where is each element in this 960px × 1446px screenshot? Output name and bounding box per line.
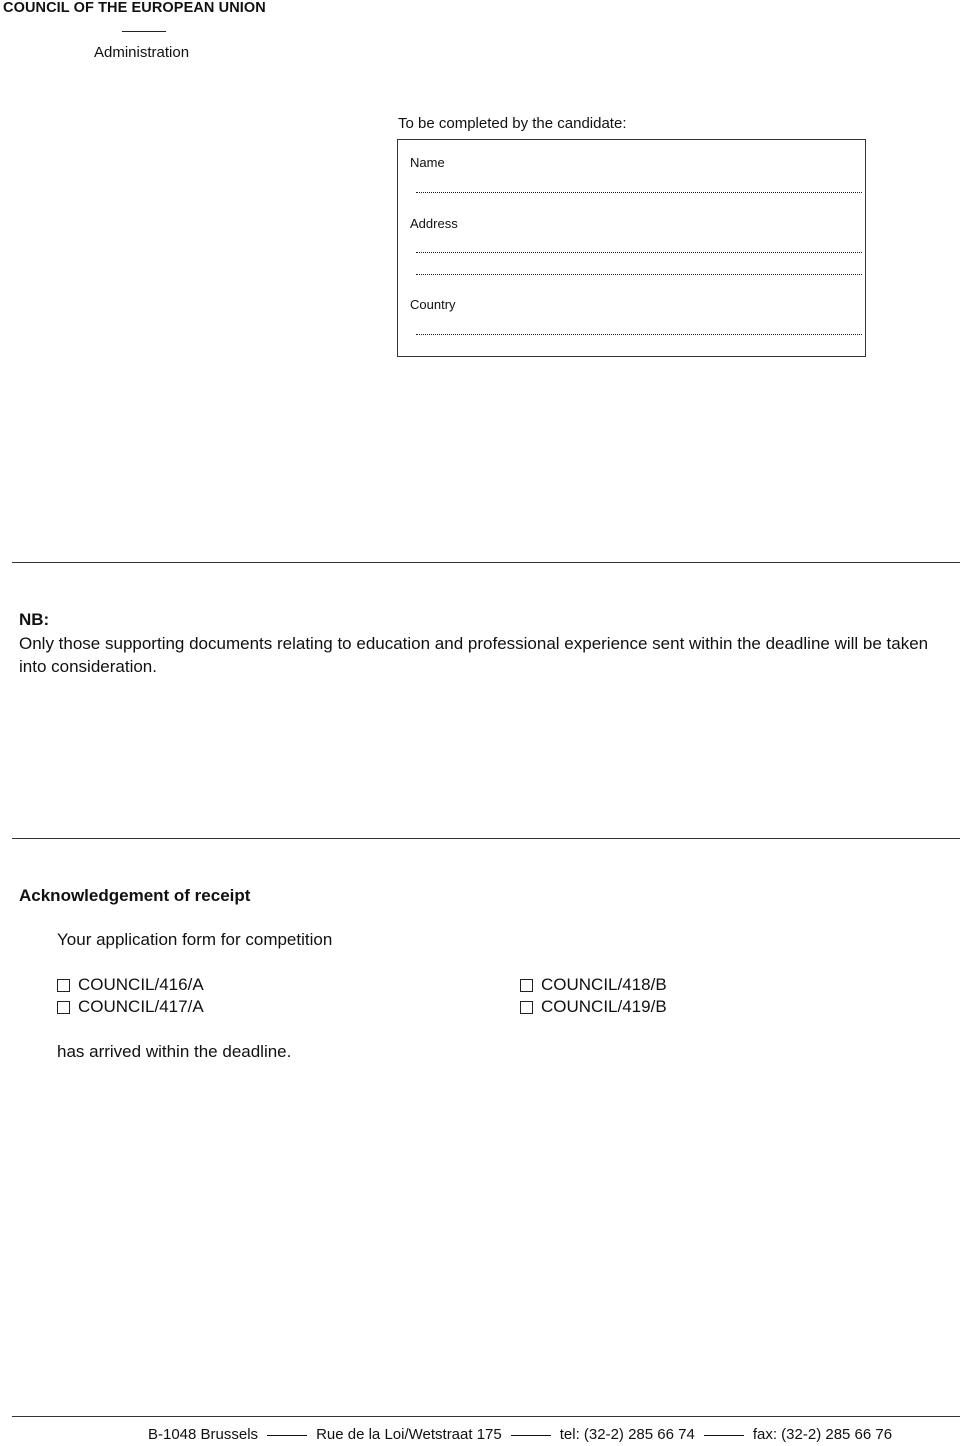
candidate-box-title: To be completed by the candidate: xyxy=(398,115,627,132)
competition-label-418: COUNCIL/418/B xyxy=(541,975,667,994)
country-label: Country xyxy=(410,297,456,312)
nb-heading: NB: xyxy=(19,610,50,629)
competition-option-418[interactable] xyxy=(520,975,667,995)
name-label: Name xyxy=(410,155,445,170)
competition-option-419[interactable] xyxy=(520,997,667,1017)
checkbox-419[interactable] xyxy=(520,1001,533,1014)
footer-divider xyxy=(12,1416,960,1417)
footer-separator xyxy=(267,1435,307,1436)
acknowledgement-closing: has arrived within the deadline. xyxy=(57,1042,292,1061)
footer-separator xyxy=(704,1435,744,1436)
competition-label-417: COUNCIL/417/A xyxy=(78,997,204,1016)
department-name: Administration xyxy=(94,44,190,61)
section-divider-acknowledgement xyxy=(12,838,960,839)
footer-tel: tel: (32-2) 285 66 74 xyxy=(559,1426,695,1443)
competition-label-419: COUNCIL/419/B xyxy=(541,997,667,1016)
checkbox-416[interactable] xyxy=(57,979,70,992)
competition-label-416: COUNCIL/416/A xyxy=(78,975,204,994)
checkbox-418[interactable] xyxy=(520,979,533,992)
acknowledgement-heading: Acknowledgement of receipt xyxy=(19,886,251,905)
competition-option-416[interactable] xyxy=(57,975,204,995)
footer-street: Rue de la Loi/Wetstraat 175 xyxy=(316,1426,502,1443)
header-divider xyxy=(122,31,166,32)
country-field[interactable] xyxy=(416,334,862,335)
organisation-name: COUNCIL OF THE EUROPEAN UNION xyxy=(3,0,266,16)
name-field[interactable] xyxy=(416,192,862,193)
nb-text: Only those supporting documents relating to education and professional experience sent within the deadline will be taken into consideration. xyxy=(19,634,929,676)
address-label: Address xyxy=(410,216,458,231)
address-field-line-1[interactable] xyxy=(416,252,862,253)
checkbox-417[interactable] xyxy=(57,1001,70,1014)
footer-address xyxy=(148,1426,892,1443)
address-field-line-2[interactable] xyxy=(416,274,862,275)
competition-option-417[interactable] xyxy=(57,997,204,1017)
section-divider-nb xyxy=(12,562,960,563)
footer-city: B-1048 Brussels xyxy=(148,1426,259,1443)
footer-fax: fax: (32-2) 285 66 76 xyxy=(752,1426,893,1443)
acknowledgement-intro: Your application form for competition xyxy=(57,930,333,949)
footer-separator xyxy=(511,1435,551,1436)
candidate-address-box xyxy=(397,139,866,357)
